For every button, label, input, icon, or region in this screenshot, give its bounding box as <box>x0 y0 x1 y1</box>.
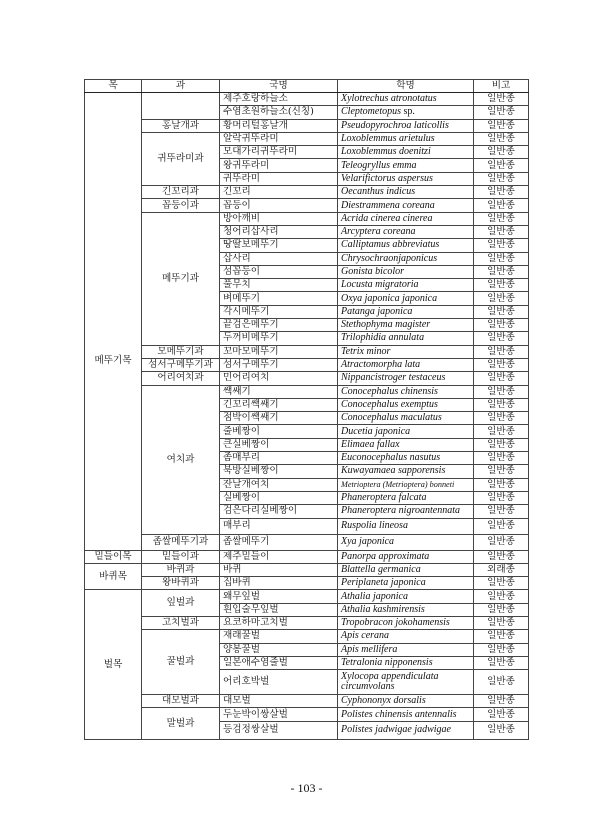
scientific-name: Acrida cinerea cinerea <box>338 212 474 225</box>
status-note: 일반종 <box>474 491 529 504</box>
scientific-name: Velarifictorus aspersus <box>338 172 474 185</box>
scientific-name: Oecanthus indicus <box>338 186 474 199</box>
status-note: 일반종 <box>474 345 529 358</box>
family-oecanthidae: 긴꼬리과 <box>142 186 220 199</box>
status-note: 일반종 <box>474 534 529 550</box>
scientific-name: Polistes jadwigae jadwigae <box>338 721 474 739</box>
scientific-name: Cleptometopus sp. <box>338 106 474 119</box>
header-scientific-name: 학명 <box>338 80 474 93</box>
status-note: 일반종 <box>474 225 529 238</box>
status-note: 일반종 <box>474 398 529 411</box>
species-table <box>84 79 529 740</box>
korean-name: 왜무잎벌 <box>220 590 338 603</box>
table-header-row <box>85 80 529 93</box>
status-note: 일반종 <box>474 616 529 629</box>
family-pyrochroidae: 홍날개과 <box>142 119 220 132</box>
korean-name: 좀매부리 <box>220 452 338 465</box>
status-note: 일반종 <box>474 438 529 451</box>
korean-name: 꼬마모메뚜기 <box>220 345 338 358</box>
korean-name: 알락귀뚜라미 <box>220 132 338 145</box>
status-note: 일반종 <box>474 630 529 643</box>
scientific-name: Atractomorpha lata <box>338 358 474 371</box>
status-note: 일반종 <box>474 239 529 252</box>
scientific-name: Phaneroptera nigroantennata <box>338 505 474 518</box>
korean-name: 민어리여치 <box>220 372 338 385</box>
order-mecoptera: 밑들이목 <box>85 550 142 563</box>
order-orthoptera: 메뚜기목 <box>94 355 132 367</box>
korean-name: 실베짱이 <box>220 491 338 504</box>
table-row <box>85 577 529 590</box>
family-tenthredinidae: 잎벌과 <box>142 590 220 617</box>
scientific-name: Cyphononyx dorsalis <box>338 695 474 708</box>
table-row <box>85 616 529 629</box>
korean-name: 수염초원하늘소(신칭) <box>220 106 338 119</box>
scientific-name: Trilophidia annulata <box>338 332 474 345</box>
korean-name: 어리호박벌 <box>220 670 338 695</box>
scientific-name: Calliptamus abbreviatus <box>338 239 474 252</box>
korean-name: 모대가리귀뚜라미 <box>220 146 338 159</box>
table-row <box>85 199 529 212</box>
status-note: 일반종 <box>474 590 529 603</box>
status-note: 일반종 <box>474 279 529 292</box>
table-row <box>85 695 529 708</box>
korean-name: 일본애수염줄벌 <box>220 656 338 669</box>
status-note: 일반종 <box>474 670 529 695</box>
status-note: 일반종 <box>474 452 529 465</box>
korean-name: 삽사리 <box>220 252 338 265</box>
status-note: 일반종 <box>474 292 529 305</box>
korean-name: 청어리삽사리 <box>220 225 338 238</box>
table-row <box>85 186 529 199</box>
scientific-name: Apis mellifera <box>338 643 474 656</box>
status-note: 일반종 <box>474 550 529 563</box>
scientific-name: Blattella germanica <box>338 563 474 576</box>
korean-name: 땅딸보메뚜기 <box>220 239 338 252</box>
family-blattidae: 왕바퀴과 <box>142 577 220 590</box>
status-note: 일반종 <box>474 465 529 478</box>
status-note: 일반종 <box>474 695 529 708</box>
family-pompilidae: 대모벌과 <box>142 695 220 708</box>
header-order: 목 <box>85 80 142 93</box>
scientific-name: Stethophyma magister <box>338 319 474 332</box>
korean-name: 왕귀뚜라미 <box>220 159 338 172</box>
status-note: 일반종 <box>474 708 529 721</box>
scientific-name: Nippancistroger testaceus <box>338 372 474 385</box>
korean-name: 두꺼비메뚜기 <box>220 332 338 345</box>
header-note: 비고 <box>474 80 529 93</box>
status-note: 일반종 <box>474 93 529 106</box>
table-row <box>85 385 529 398</box>
korean-name: 줄베짱이 <box>220 425 338 438</box>
korean-name: 흰입술무잎벌 <box>220 603 338 616</box>
status-note: 일반종 <box>474 721 529 739</box>
korean-name: 귀뚜라미 <box>220 172 338 185</box>
korean-name: 긴꼬리쌕쌔기 <box>220 398 338 411</box>
korean-name: 등검정쌍살벌 <box>220 721 338 739</box>
scientific-name: Pseudopyrochroa laticollis <box>338 119 474 132</box>
scientific-name: Metrioptera (Metrioptera) bonneti <box>338 478 474 491</box>
scientific-name: Athalia kashmirensis <box>338 603 474 616</box>
table-row <box>85 630 529 643</box>
scientific-name: Patanga japonica <box>338 305 474 318</box>
scientific-name: Xya japonica <box>338 534 474 550</box>
status-note: 일반종 <box>474 385 529 398</box>
korean-name: 양봉꿀벌 <box>220 643 338 656</box>
table-row <box>85 345 529 358</box>
page-number: - 103 - <box>290 781 323 795</box>
scientific-name: Periplaneta japonica <box>338 577 474 590</box>
scientific-name: Elimaea fallax <box>338 438 474 451</box>
family-rhaphidophoridae: 꼽등이과 <box>142 199 220 212</box>
table-row <box>85 534 529 550</box>
scientific-name: Xylocopa appendiculata circumvolans <box>338 670 474 695</box>
status-note: 일반종 <box>474 186 529 199</box>
status-note: 일반종 <box>474 656 529 669</box>
table-row <box>85 708 529 721</box>
scientific-name: Oxya japonica japonica <box>338 292 474 305</box>
korean-name: 북방실베짱이 <box>220 465 338 478</box>
korean-name: 제주밑들이 <box>220 550 338 563</box>
scientific-name: Athalia japonica <box>338 590 474 603</box>
status-note: 일반종 <box>474 199 529 212</box>
korean-name: 큰실베짱이 <box>220 438 338 451</box>
scientific-name: Loxoblemmus doenitzi <box>338 146 474 159</box>
status-note: 일반종 <box>474 358 529 371</box>
korean-name: 각시메뚜기 <box>220 305 338 318</box>
header-family: 과 <box>142 80 220 93</box>
scientific-name: Kuwayamaea sapporensis <box>338 465 474 478</box>
status-note: 일반종 <box>474 372 529 385</box>
scientific-name: Xylotrechus atronotatus <box>338 93 474 106</box>
family-acrididae: 메뚜기과 <box>142 212 220 345</box>
family-vespidae: 말벌과 <box>142 708 220 739</box>
status-note: 일반종 <box>474 425 529 438</box>
status-note: 일반종 <box>474 119 529 132</box>
korean-name: 재래꿀벌 <box>220 630 338 643</box>
korean-name: 요코하마고치벌 <box>220 616 338 629</box>
scientific-name: Polistes chinensis antennalis <box>338 708 474 721</box>
scientific-name: Tetralonia nipponensis <box>338 656 474 669</box>
scientific-name: Conocephalus chinensis <box>338 385 474 398</box>
family-panorpidae: 밑들이과 <box>142 550 220 563</box>
family-tridactylidae: 좁쌀메뚜기과 <box>142 534 220 550</box>
table-row <box>85 358 529 371</box>
korean-name: 꼽등이 <box>220 199 338 212</box>
table-row <box>85 563 529 576</box>
family-tettigoniidae: 여치과 <box>142 385 220 534</box>
order-blattaria: 바퀴목 <box>85 563 142 590</box>
korean-name: 제주호랑하늘소 <box>220 93 338 106</box>
scientific-name: Chrysochraonjaponicus <box>338 252 474 265</box>
korean-name: 두눈박이쌍살벌 <box>220 708 338 721</box>
status-note: 일반종 <box>474 252 529 265</box>
korean-name: 잔날개여치 <box>220 478 338 491</box>
family-gryllacrididae: 어리여치과 <box>142 372 220 385</box>
korean-name: 끝검은메뚜기 <box>220 319 338 332</box>
status-note: 외래종 <box>474 563 529 576</box>
scientific-name: Apis cerana <box>338 630 474 643</box>
scientific-name: Ducetia japonica <box>338 425 474 438</box>
korean-name: 섬꼽등이 <box>220 265 338 278</box>
status-note: 일반종 <box>474 132 529 145</box>
status-note: 일반종 <box>474 505 529 518</box>
korean-name: 바퀴 <box>220 563 338 576</box>
status-note: 일반종 <box>474 319 529 332</box>
family-blattellidae: 바퀴과 <box>142 563 220 576</box>
status-note: 일반종 <box>474 577 529 590</box>
family-apidae: 꿀벌과 <box>142 630 220 695</box>
korean-name: 풀무치 <box>220 279 338 292</box>
status-note: 일반종 <box>474 478 529 491</box>
scientific-name: Teleogryllus emma <box>338 159 474 172</box>
status-note: 일반종 <box>474 212 529 225</box>
status-note: 일반종 <box>474 265 529 278</box>
scientific-name: Gonista bicolor <box>338 265 474 278</box>
status-note: 일반종 <box>474 305 529 318</box>
status-note: 일반종 <box>474 412 529 425</box>
scientific-name: Diestrammena coreana <box>338 199 474 212</box>
status-note: 일반종 <box>474 159 529 172</box>
scientific-name: Ruspolia lineosa <box>338 518 474 534</box>
scientific-name: Euconocephalus nasutus <box>338 452 474 465</box>
status-note: 일반종 <box>474 518 529 534</box>
table-row <box>85 590 529 603</box>
scientific-name: Phaneroptera falcata <box>338 491 474 504</box>
korean-name: 좁쌀메뚜기 <box>220 534 338 550</box>
table-row <box>85 550 529 563</box>
korean-name: 섬서구메뚜기 <box>220 358 338 371</box>
table-row <box>85 119 529 132</box>
scientific-name: Tropobracon jokohamensis <box>338 616 474 629</box>
header-korean-name: 국명 <box>220 80 338 93</box>
korean-name: 황머리털홍날개 <box>220 119 338 132</box>
scientific-name: Conocephalus exemptus <box>338 398 474 411</box>
status-note: 일반종 <box>474 643 529 656</box>
order-hymenoptera: 벌목 <box>85 590 142 739</box>
korean-name: 집바퀴 <box>220 577 338 590</box>
table-row <box>85 132 529 145</box>
status-note: 일반종 <box>474 332 529 345</box>
family-gryllidae: 귀뚜라미과 <box>142 132 220 185</box>
family-tetrigidae: 모메뚜기과 <box>142 345 220 358</box>
scientific-name: Panorpa approximata <box>338 550 474 563</box>
korean-name: 방아깨비 <box>220 212 338 225</box>
scientific-name: Arcyptera coreana <box>338 225 474 238</box>
family-braconidae: 고치벌과 <box>142 616 220 629</box>
table-row <box>85 212 529 225</box>
scientific-name: Conocephalus maculatus <box>338 412 474 425</box>
status-note: 일반종 <box>474 172 529 185</box>
korean-name: 쌕쌔기 <box>220 385 338 398</box>
korean-name: 점박이쌕쌔기 <box>220 412 338 425</box>
scientific-name: Tetrix minor <box>338 345 474 358</box>
korean-name: 대모벌 <box>220 695 338 708</box>
scientific-name: Loxoblemmus arietulus <box>338 132 474 145</box>
korean-name: 매부리 <box>220 518 338 534</box>
korean-name: 긴꼬리 <box>220 186 338 199</box>
table-row <box>85 93 529 106</box>
scientific-name: Locusta migratoria <box>338 279 474 292</box>
status-note: 일반종 <box>474 603 529 616</box>
status-note: 일반종 <box>474 106 529 119</box>
family-pyrgomorphidae: 섬서구메뚜기과 <box>142 358 220 371</box>
order-cell <box>85 93 142 551</box>
family-cell-blank <box>142 93 220 120</box>
korean-name: 벼메뚜기 <box>220 292 338 305</box>
korean-name: 검은다리실베짱이 <box>220 505 338 518</box>
table-row <box>85 372 529 385</box>
status-note: 일반종 <box>474 146 529 159</box>
